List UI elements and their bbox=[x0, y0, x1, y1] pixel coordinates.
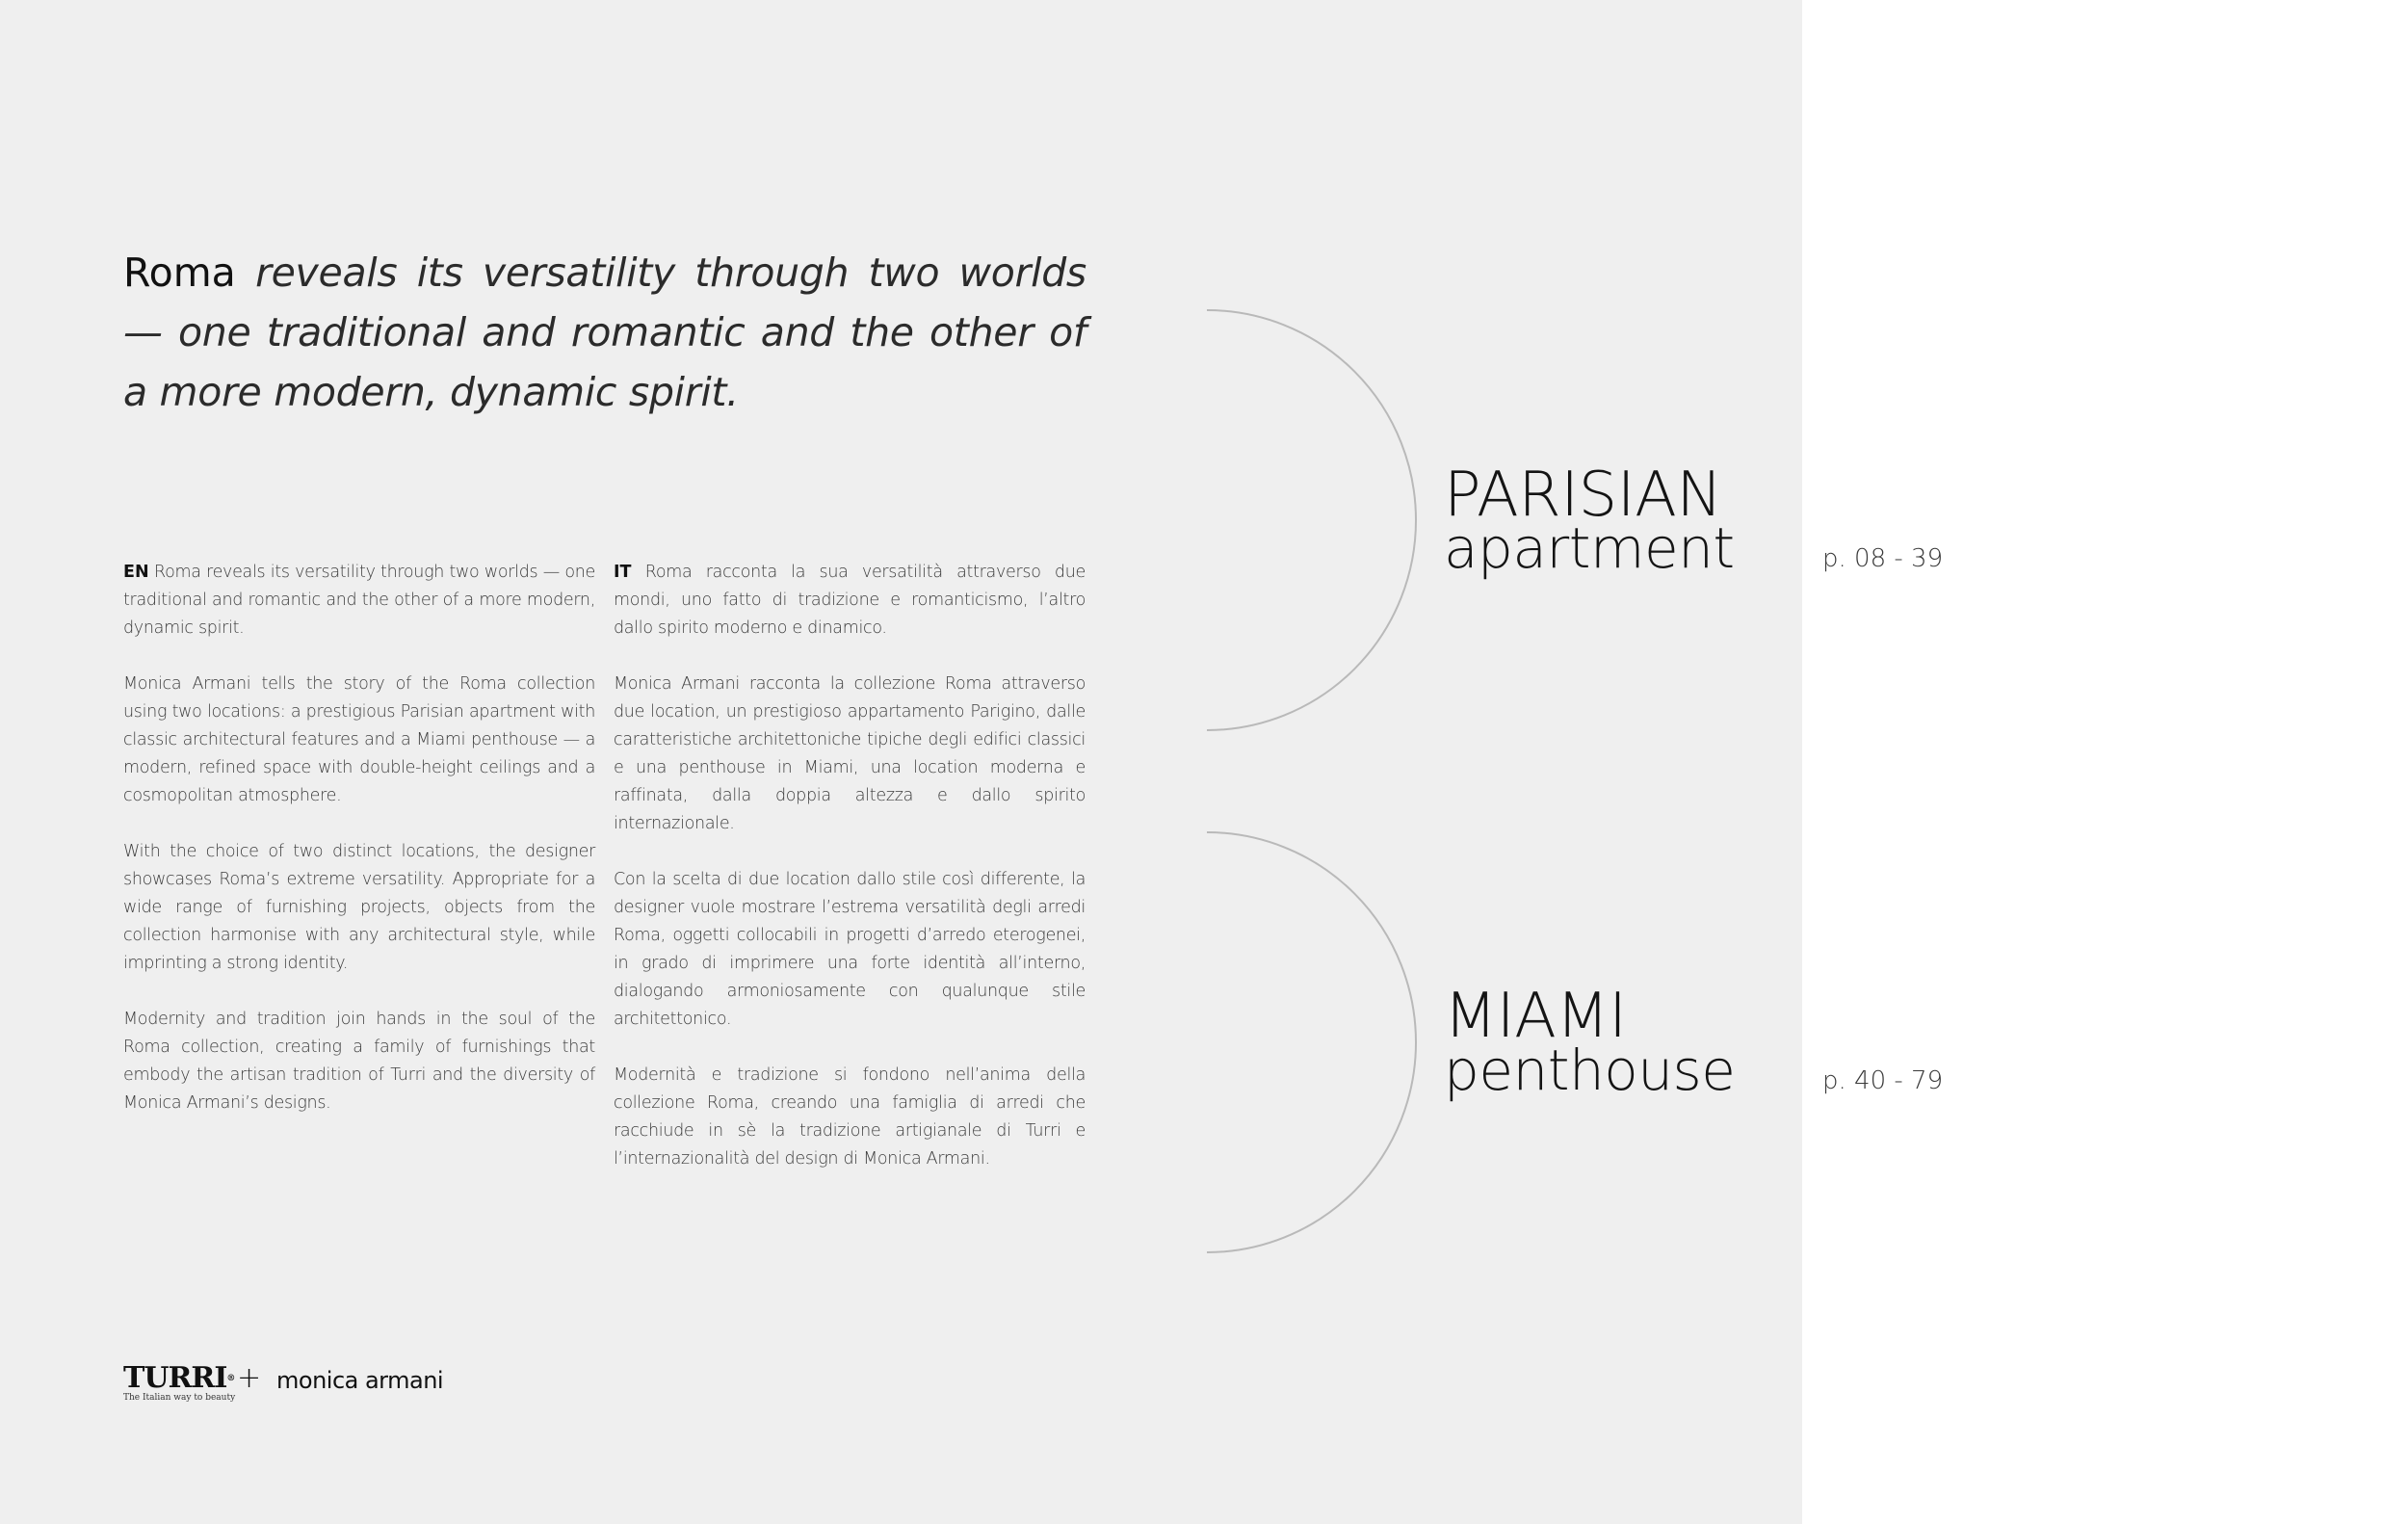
it-paragraph-2: Monica Armani racconta la collezione Roma attraverso due location, un prestigioso appartamento Parigino, dalle caratteristiche architettoniche tipiche degli edifici classici e una penthouse in Miami, una location moderna e raffinata, dalla doppia altezza e dallo spirito internazionale. bbox=[614, 674, 1086, 833]
miami-arc bbox=[1207, 832, 1416, 1252]
parisian-page-range[interactable]: p. 08 - 39 bbox=[1822, 544, 1944, 573]
turri-logo bbox=[123, 1361, 236, 1404]
miami-title[interactable]: MIAMI bbox=[1444, 981, 1627, 1052]
it-paragraph-3: Con la scelta di due location dallo stile così differente, la designer vuole mostrare l’estrema versatilità degli arredi Roma, oggetti collocabili in progetti d’arredo eterogenei, in grado di imprimere una forte identità all’interno, dialogando armoniosamente con qualunque stile architettonico. bbox=[614, 870, 1086, 1029]
en-lang-label: EN bbox=[123, 563, 149, 582]
it-paragraph-4: Modernità e tradizione si fondono nell’anima della collezione Roma, creando una famiglia di arredi che racchiude in sè la tradizione artigianale di Turri e l’internazionalità del design di Monica Armani. bbox=[614, 1065, 1086, 1169]
miami-subtitle[interactable]: penthouse bbox=[1444, 1038, 1736, 1103]
parisian-title[interactable]: PARISIAN bbox=[1444, 460, 1722, 531]
en-paragraph-3: With the choice of two distinct locations, the designer showcases Roma’s extreme versatility. Appropriate for a wide range of furnishing projects, objects from the collection harmonise with any architectural style, while imprinting a strong identity. bbox=[123, 842, 595, 973]
parisian-arc bbox=[1207, 310, 1416, 730]
it-lang-label: IT bbox=[614, 563, 632, 582]
turri-wordmark: TURRI bbox=[123, 1361, 227, 1395]
plus-sign: + bbox=[237, 1361, 262, 1395]
en-paragraph-2: Monica Armani tells the story of the Roma collection using two locations: a prestigious Parisian apartment with classic architectural features and a Miami penthouse — a modern, refined space with double-height ceilings and a cosmopolitan atmosphere. bbox=[123, 674, 595, 805]
intro-text: reveals its versatility through two worlds — one traditional and romantic and the other of a more modern, dynamic spirit. bbox=[123, 250, 1086, 415]
monica-armani-logo: monica armani bbox=[276, 1367, 444, 1394]
turri-tagline: The Italian way to beauty bbox=[123, 1393, 236, 1403]
registered-mark: ® bbox=[226, 1374, 235, 1383]
intro-brand: Roma bbox=[123, 250, 236, 296]
parisian-subtitle[interactable]: apartment bbox=[1444, 515, 1735, 581]
en-paragraph-4: Modernity and tradition join hands in the soul of the Roma collection, creating a family of furnishings that embody the artisan tradition of Turri and the diversity of Monica Armani’s designs. bbox=[123, 1010, 595, 1113]
it-paragraph-1: IT Roma racconta la sua versatilità attraverso due mondi, uno fatto di tradizione e romanticismo, l’altro dallo spirito moderno e dinamico. bbox=[614, 563, 1086, 638]
miami-page-range[interactable]: p. 40 - 79 bbox=[1822, 1066, 1944, 1095]
en-paragraph-1: EN Roma reveals its versatility through two worlds — one traditional and romantic and the other of a more modern, dynamic spirit. bbox=[123, 563, 595, 638]
